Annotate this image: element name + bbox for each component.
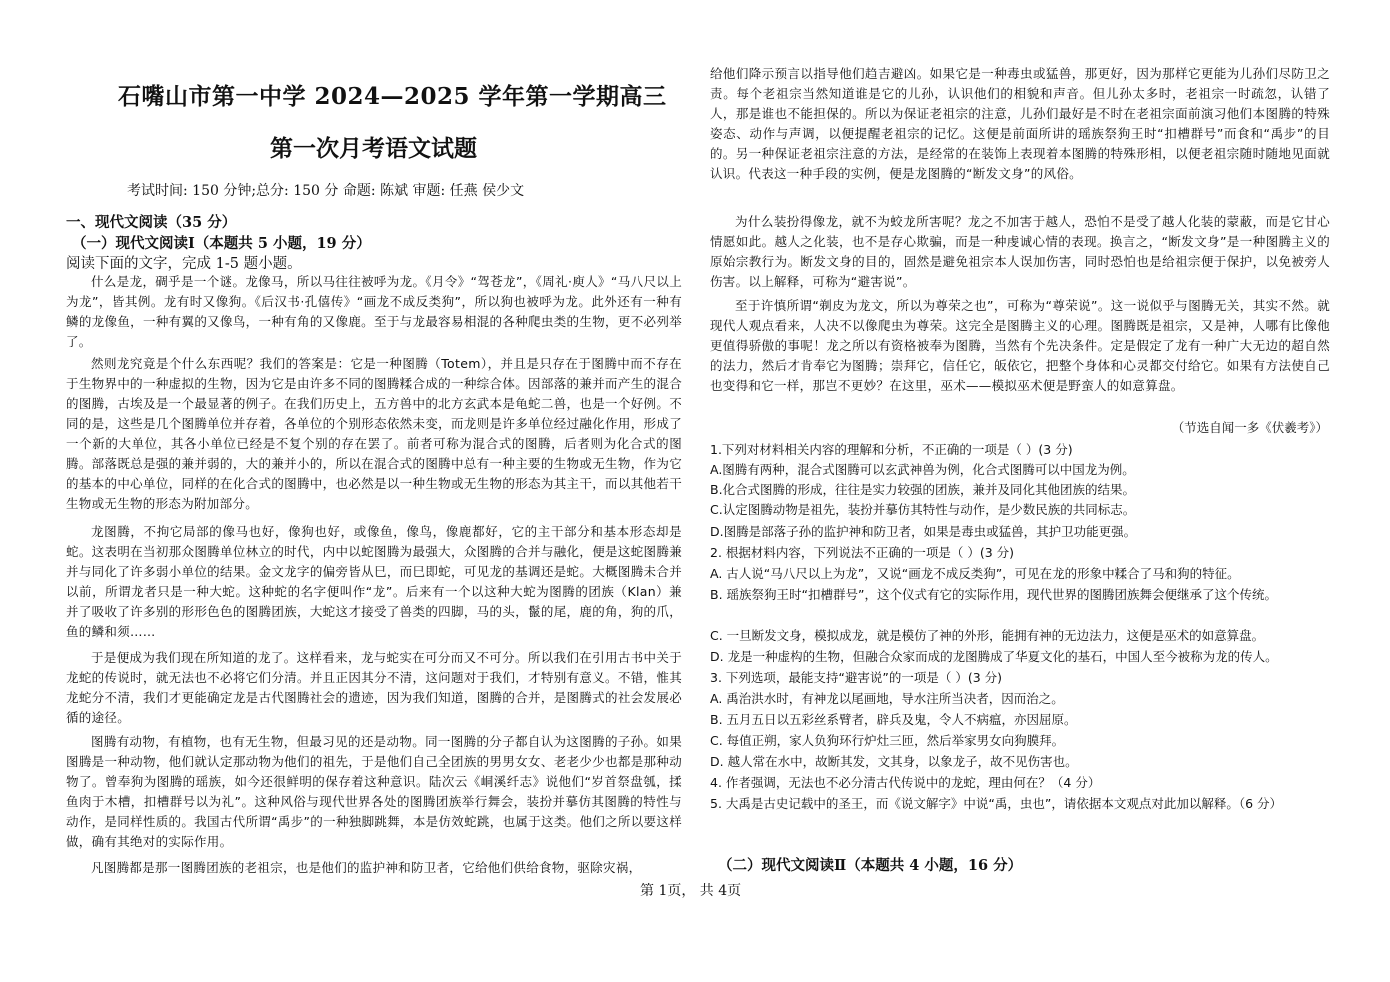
question-1: 1.下列对材料相关内容的理解和分析，不正确的一项是（ ）(3 分) bbox=[710, 442, 1073, 457]
passage-paragraph: 什么是龙，碉乎是一个谜。龙像马，所以马往往被呼为龙。《月令》“驾苍龙”，《周礼·庾人》“马八尺以上为龙”，皆其例。龙有时又像狗。《后汉书·孔僖传》“画龙不成反类狗”，所以狗也被呼为龙。此外还有一种有鳞的龙像鱼，一种有翼的又像鸟，一种有角的又像鹿。至于与龙最容易相混的各种爬虫类的生物，更不必列举了。 bbox=[66, 274, 682, 349]
question-2-option-b: B. 瑶族祭狗王时“扣槽群号”，这个仪式有它的实际作用，现代世界的图腾团族舞会便继承了这个传统。 bbox=[710, 587, 1277, 602]
question-1-option-a: A.图腾有两种，混合式图腾可以玄武神兽为例，化合式图腾可以中国龙为例。 bbox=[710, 462, 1135, 477]
question-3: 3. 下列选项，最能支持“避害说”的一项是（ ）(3 分) bbox=[710, 670, 1003, 685]
subsection-heading-2: （二）现代文阅读Ⅱ（本题共 4 小题，16 分） bbox=[718, 857, 1023, 874]
question-1-option-c: C.认定图腾动物是祖先，装扮并摹仿其特性与动作，是少数民族的共同标志。 bbox=[710, 502, 1136, 517]
question-3-option-d: D. 越人常在水中，故断其发，文其身，以象龙子，故不见伤害也。 bbox=[710, 754, 1078, 769]
section-heading: 一、现代文阅读（35 分） bbox=[66, 214, 237, 231]
question-1-option-b: B.化合式图腾的形成，往往是实力较强的团族，兼并及同化其他团族的结果。 bbox=[710, 482, 1136, 497]
passage-paragraph: 给他们降示预言以指导他们趋吉避凶。如果它是一种毒虫或猛兽，那更好，因为那样它更能为儿孙们尽防卫之责。每个老祖宗当然知道谁是它的儿孙，认识他们的相貌和声音。但儿孙太多时，老祖宗一时疏忽，认错了人，那是谁也不能担保的。所以为保证老祖宗的注意，儿孙们最好是不时在老祖宗面前演习他们本图腾的特殊姿态、动作与声调，以便提醒老祖宗的记忆。这便是前面所讲的瑶族祭狗王时“扣槽群号”而食和“禹步”的目的。另一种保证老祖宗注意的方法，是经常的在装饰上表现着本图腾的特殊形相，以便老祖宗随时随地见面就认识。代表这一种手段的实例，便是龙图腾的“断发文身”的风俗。 bbox=[710, 66, 1330, 181]
passage-paragraph: 至于许慎所谓“剃皮为龙文，所以为尊荣之也”，可称为“尊荣说”。这一说似乎与图腾无关，其实不然。就现代人观点看来，人决不以像爬虫为尊荣。这完全是图腾主义的心理。图腾既是祖宗，又是神，人哪有比像他更值得骄傲的事呢！龙之所以有资格被奉为图腾，当然有个先决条件。定是假定了龙有一种广大无边的超自然的法力，然后才肯奉它为图腾；崇拜它，信任它，皈依它，把整个身体和心灵都交付给它。如果有方法使自己也变得和它一样，那岂不更妙？在这里，巫术——模拟巫术便是野蛮人的如意算盘。 bbox=[710, 298, 1330, 393]
passage-paragraph: 于是便成为我们现在所知道的龙了。这样看来，龙与蛇实在可分而又不可分。所以我们在引用古书中关于龙蛇的传说时，就无法也不必将它们分清。并且正因其分不清，这问题对于我们，才特别有意义。不错，惟其龙蛇分不清，我们才更能确定龙是古代图腾社会的遗迹，因为我们知道，图腾的合并，是图腾式的社会发展必循的途径。 bbox=[66, 650, 682, 725]
passage-paragraph: 图腾有动物，有植物，也有无生物，但最习见的还是动物。同一图腾的分子都自认为这图腾的子孙。如果图腾是一种动物，他们就认定那动物为他们的祖先，于是他们自己全团族的男男女女、老老少少也都是那种动物了。曾奉狗为图腾的瑶族，如今还很鲜明的保存着这种意识。陆次云《峒溪纤志》说他们“岁首祭盘瓠，揉鱼肉于木槽，扣槽群号以为礼”。这种风俗与现代世界各处的图腾团族举行舞会，装扮并摹仿其图腾的特性与动作，是同样性质的。我国古代所谓“禹步”的一种独脚跳舞，本是仿效蛇跳，也属于这类。他们之所以要这样做，确有其绝对的实际作用。 bbox=[66, 734, 682, 849]
question-2-option-a: A. 古人说“马八尺以上为龙”，又说“画龙不成反类狗”，可见在龙的形象中糅合了马和狗的特征。 bbox=[710, 566, 1240, 581]
question-3-option-b: B. 五月五日以五彩丝系臂者，辟兵及鬼，令人不病瘟，亦因屈原。 bbox=[710, 712, 1077, 727]
page-number: 第 1页， 共 4页 bbox=[640, 883, 742, 899]
question-4: 4. 作者强调，无法也不必分清古代传说中的龙蛇，理由何在？（4 分） bbox=[710, 775, 1101, 790]
question-1-option-d: D.图腾是部落子孙的监护神和防卫者，如果是毒虫或猛兽，其护卫功能更强。 bbox=[710, 524, 1137, 539]
question-5: 5. 大禹是古史记载中的圣王，而《说文解字》中说“禹，虫也”，请依据本文观点对此加以解释。（6 分） bbox=[710, 796, 1283, 811]
exam-meta: 考试时间: 150 分钟;总分: 150 分 命题: 陈斌 审题: 任燕 侯少文 bbox=[127, 183, 525, 199]
question-2: 2. 根据材料内容，下列说法不正确的一项是（ ）(3 分) bbox=[710, 545, 1015, 560]
passage-paragraph: 龙图腾，不拘它局部的像马也好，像狗也好，或像鱼，像鸟，像鹿都好，它的主干部分和基本形态却是蛇。这表明在当初那众图腾单位林立的时代，内中以蛇图腾为最强大，众图腾的合并与融化，便是这蛇图腾兼并与同化了许多弱小单位的结果。金文龙字的偏旁皆从巳，而巳即蛇，可见龙的基调还是蛇。大概图腾未合并以前，所谓龙者只是一种大蛇。这种蛇的名字便叫作“龙”。后来有一个以这种大蛇为图腾的团族（Klan）兼并了吸收了许多别的形形色色的图腾团族，大蛇这才接受了兽类的四脚，马的头，鬣的尾，鹿的角，狗的爪，鱼的鳞和须…… bbox=[66, 524, 682, 639]
passage-paragraph: 然则龙究竟是个什么东西呢？我们的答案是：它是一种图腾（Totem），并且是只存在于图腾中而不存在于生物界中的一种虚拟的生物，因为它是由许多不同的图腾糅合成的一种综合体。因部落的兼并而产生的混合的图腾，古埃及是一个最显著的例子。在我们历史上，五方兽中的北方玄武本是龟蛇二兽，也是一个好例。不同的是，这些是几个图腾单位并存着，各单位的个别形态依然未变，而龙则是许多单位经过融化作用，形成了一个新的大单位，其各小单位已经是不复个别的存在罢了。前者可称为混合式的图腾，后者则为化合式的图腾。部落既总是强的兼并弱的，大的兼并小的，所以在混合式的图腾中总有一种主要的生物或无生物，作为它的基本的中心单位，同样的在化合式的图腾中，也必然是以一种生物或无生物的形态为其主干，而以其他若干生物或无生物的形态为附加部分。 bbox=[66, 356, 682, 511]
passage-paragraph: 凡图腾都是那一图腾团族的老祖宗，也是他们的监护神和防卫者，它给他们供给食物，驱除灾祸， bbox=[91, 860, 642, 875]
question-2-option-c: C. 一旦断发文身，模拟成龙，就是模仿了神的外形，能拥有神的无边法力，这便是巫术的如意算盘。 bbox=[710, 628, 1265, 643]
page-title-line2: 第一次月考语文试题 bbox=[270, 135, 477, 162]
passage-source: （节选自闻一多《伏羲考》） bbox=[1171, 420, 1328, 435]
passage-paragraph: 为什么装扮得像龙，就不为蛟龙所害呢？龙之不加害于越人，恐怕不是受了越人化装的蒙蔽，而是它甘心情愿如此。越人之化装，也不是存心欺骗，而是一种虔诚心情的表现。换言之，“断发文身”是一种图腾主义的原始宗教行为。断发文身的目的，固然是避免祖宗本人误加伤害，同时恐怕也是给祖宗便于保护，以免被旁人伤害。以上解释，可称为“避害说”。 bbox=[710, 214, 1330, 289]
question-3-option-a: A. 禹治洪水时，有神龙以尾画地，导水注所当决者，因而治之。 bbox=[710, 691, 1064, 706]
instruction: 阅读下面的文字，完成 1-5 题小题。 bbox=[66, 256, 302, 272]
page-title-line1: 石嘴山市第一中学 2024—2025 学年第一学期高三 bbox=[118, 83, 667, 110]
subsection-heading: （一）现代文阅读Ⅰ（本题共 5 小题，19 分） bbox=[72, 235, 371, 252]
question-2-option-d: D. 龙是一种虚构的生物，但融合众家而成的龙图腾成了华夏文化的基石，中国人至今被称为龙的传人。 bbox=[710, 649, 1278, 664]
question-3-option-c: C. 每值正朔，家人负狗环行炉灶三匝，然后举家男女向狗膜拜。 bbox=[710, 733, 1065, 748]
